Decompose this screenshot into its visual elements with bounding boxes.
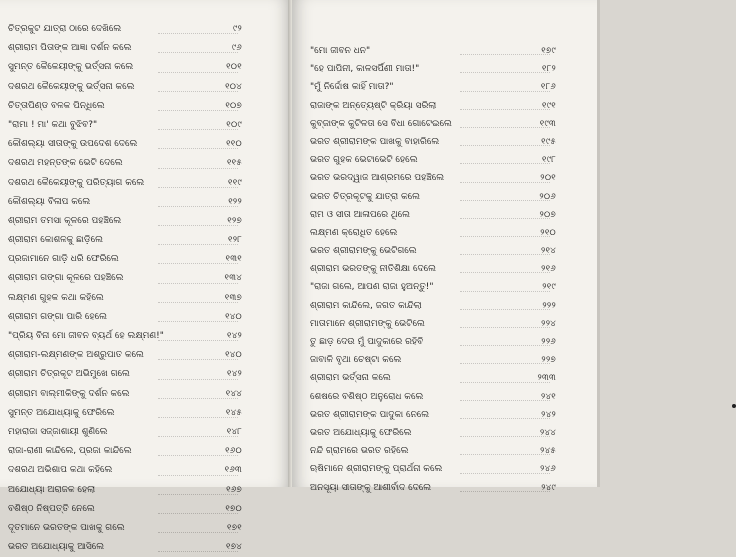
toc-entry: [310, 206, 580, 224]
toc-entry-title: ତୁ ଛାଡ଼ ଦେଉ ମୁଁ ପାଦୁକାରେ ରହିବି: [310, 337, 424, 347]
toc-entry-title: ଦଶରଥ କୈକେୟୀଙ୍କୁ ପରିତ୍ୟାଗ କଲେ: [8, 177, 145, 188]
toc-entry-page: ୧୧୦: [226, 139, 242, 150]
toc-entry: [310, 97, 580, 115]
toc-leader: [460, 127, 550, 128]
toc-leader: [460, 109, 550, 110]
toc-entry: [8, 174, 268, 193]
toc-entry-title: ଶ୍ରୀରାମ କୋଶଳକୁ ଛାଡ଼ିଲେ: [8, 235, 103, 246]
toc-entry: [8, 20, 268, 39]
toc-entry-page: ୨୪୧: [540, 391, 556, 402]
toc-entry: [310, 169, 580, 187]
toc-leader: [460, 54, 550, 55]
toc-entry: [8, 193, 268, 212]
toc-entry: [8, 97, 268, 116]
toc-entry-page: ୧୭୪: [226, 542, 242, 553]
toc-leader: [460, 436, 550, 437]
toc-entry: [8, 327, 268, 346]
toc-entry-title: ଶ୍ରୀରାମ ବାଲ୍ମୀକିଙ୍କୁ ଦର୍ଶନ କଲେ: [8, 388, 130, 399]
toc-entry-page: ୧୨୮: [228, 235, 242, 246]
toc-entry-title: ବଶିଷ୍ଠ ନିଷ୍ପତ୍ତି ନେଲେ: [8, 503, 95, 514]
toc-entry-title: ଭରତ ଭରଦ୍ୱାଜ ଆଶ୍ରମରେ ପହଞ୍ଚିଲେ: [310, 173, 445, 184]
toc-entry: [8, 231, 268, 250]
toc-entry-title: ଲକ୍ଷ୍ମଣ ଗୁହକ କଥା କହିଲେ: [8, 292, 104, 303]
toc-entry: [8, 538, 268, 557]
toc-entry: [310, 60, 580, 78]
toc-entry: [310, 406, 580, 424]
toc-entry-page: ୧୩୪: [224, 273, 242, 284]
toc-entry-page: ୧୪୫: [225, 407, 242, 418]
toc-entry-page: ୧୭୯: [541, 46, 556, 56]
toc-entry-page: ୨୪୨: [541, 409, 556, 420]
toc-entry: [310, 260, 580, 278]
toc-leader: [460, 163, 550, 164]
toc-leader: [460, 327, 550, 328]
toc-entry-page: ୧୪୮: [226, 426, 242, 437]
toc-entry: [310, 442, 580, 460]
toc-entry: [310, 42, 580, 60]
toc-entry-page: ୧୦୪: [225, 81, 242, 92]
toc-entry-page: ୧୧୯: [228, 177, 242, 188]
toc-entry-page: ୧୯୮: [542, 155, 556, 166]
toc-entry-title: ଶ୍ରୀରାମ କାନ୍ଦିଲେ, ଜଗତ କାନ୍ଦିଲା: [310, 300, 422, 311]
toc-entry-page: ୧୨୭: [227, 215, 242, 226]
toc-entry-title: "ରାମା ! ମା' କଥା ବୁଝିବ?": [8, 119, 98, 130]
right-toc-list: [310, 42, 580, 497]
toc-entry-title: ସୁମନ୍ତ ଅଯୋଧ୍ୟାକୁ ଫେରିଲେ: [8, 407, 115, 418]
toc-entry: [8, 461, 268, 480]
toc-leader: [460, 309, 550, 310]
toc-entry-title: ରାମ ଓ ସୀତା ଆଳାପରେ ଥିଲେ: [310, 209, 411, 220]
toc-entry-title: ଚିତ୍ତାପିଣ୍ଡ ବଳକ ପିନ୍ଧିଲେ: [8, 100, 105, 111]
toc-entry-page: ୧୦୭: [225, 100, 242, 111]
toc-entry: [310, 388, 580, 406]
toc-entry-page: ୨୨୪: [541, 318, 556, 329]
toc-entry-title: ରାଜା-ରାଣୀ କାନ୍ଦିଲେ, ପ୍ରଜା କାନ୍ଦିଲେ: [8, 446, 132, 457]
toc-entry: [8, 385, 268, 404]
toc-leader: [158, 33, 238, 34]
toc-entry-page: ୧୧୫: [226, 158, 242, 169]
toc-entry-page: ୧୪୦: [225, 350, 242, 361]
toc-entry-title: ଦୂତମାନେ ଭରତଙ୍କ ପାଖକୁ ଗଲେ: [8, 522, 125, 533]
toc-leader: [460, 382, 550, 383]
toc-entry-title: ଶେଷରେ ବଶିଷ୍ଠ ଅନୁରୋଧ କଲେ: [310, 391, 424, 402]
toc-leader: [460, 473, 550, 474]
toc-entry: [8, 135, 268, 154]
toc-entry-page: ୨୨୬: [541, 337, 556, 347]
toc-entry-page: ୧୨୨: [228, 196, 242, 207]
toc-leader: [158, 52, 238, 53]
toc-leader: [460, 345, 550, 346]
toc-entry: [310, 424, 580, 442]
toc-entry-title: ଭରତ ଶ୍ରୀରାମଙ୍କ ପାଦୁକା ନେଲେ: [310, 409, 430, 420]
toc-entry: [310, 151, 580, 169]
toc-entry-title: ଭରତ ଗୁହକ ଭେଟାଭେଟି ହେଲେ: [310, 155, 418, 166]
toc-leader: [460, 454, 550, 455]
toc-entry: [310, 297, 580, 315]
toc-entry: [8, 39, 268, 58]
toc-entry: [310, 333, 580, 351]
toc-entry: [310, 460, 580, 478]
toc-entry-title: ଶ୍ରୀରାମ ତମସା କୂଳରେ ପହଞ୍ଚିଲେ: [8, 215, 122, 226]
toc-entry-title: ଶ୍ରୀରାମ ପିତାଙ୍କ ଆଜ୍ଞା ଦର୍ଶନ କଲେ: [8, 43, 132, 54]
toc-leader: [158, 244, 238, 245]
toc-entry: [8, 423, 268, 442]
toc-entry-title: "ପ୍ରିୟ ବିନା ମୋ ଜୀବନ ବ୍ୟର୍ଥ ହେ ଲକ୍ଷ୍ମଣ!": [8, 331, 164, 341]
toc-leader: [460, 363, 550, 364]
toc-leader: [158, 532, 238, 533]
toc-entry: [8, 116, 268, 135]
toc-entry-page: ୯୬: [231, 43, 242, 54]
toc-entry-title: ରାଜାଙ୍କ ଅନ୍ତ୍ୟେଷ୍ଟି କ୍ରିୟା ସରିଲା: [310, 100, 437, 111]
toc-entry-title: ଶ୍ରୀରାମ ଚିତ୍ରକୂଟ ଅଭିମୁଖେ ଗଲେ: [8, 369, 130, 380]
toc-entry-page: ୨୧୪: [540, 246, 556, 257]
toc-leader: [460, 91, 550, 92]
toc-entry-page: ୧୪୨: [226, 331, 242, 341]
toc-entry: [8, 442, 268, 461]
toc-entry: [8, 154, 268, 173]
toc-entry-title: ପ୍ରଜାମାନେ ଗାଡ଼ି ଧରି ଫେରିଲେ: [8, 254, 119, 265]
right-page: [292, 0, 600, 493]
toc-entry-page: ୨୪୯: [541, 482, 556, 493]
toc-entry-page: ୧୪୨: [226, 369, 242, 380]
toc-entry-page: ୨୨୨: [542, 300, 556, 311]
toc-entry-page: ୨୧୯: [542, 282, 556, 293]
toc-entry-page: ୧୬୦: [225, 446, 242, 457]
toc-entry: [310, 479, 580, 497]
toc-leader: [460, 200, 550, 201]
toc-entry-title: କୁବ୍ଜାଙ୍କ କୁଟିଳତା ସେ ବିଧା ଗୋଟେଇଲେ: [310, 118, 452, 129]
toc-entry-title: ଦଶରଥ ଅଭିଶାପ କଥା କହିଲେ: [8, 465, 113, 476]
toc-entry-page: ୧୦୧: [226, 62, 242, 73]
toc-leader: [158, 225, 238, 226]
toc-entry-title: ଋଷିମାନେ ଶ୍ରୀରାମଙ୍କୁ ପ୍ରାର୍ଥନା କଲେ: [310, 464, 443, 475]
toc-entry: [8, 346, 268, 365]
toc-entry-page: ୧୯୫: [541, 136, 556, 147]
toc-leader: [460, 72, 550, 73]
toc-entry-title: ଦଶରଥ ମହନ୍ତଙ୍କ ଭେଟି ଦେଲେ: [8, 158, 123, 169]
toc-entry-title: "ରାଜା ଗଲେ, ଆପଣ ରାଜା ହୁଅନ୍ତୁ!": [310, 282, 434, 293]
toc-entry: [310, 115, 580, 133]
toc-leader: [158, 187, 238, 188]
toc-entry-page: ୧୯୧: [542, 100, 556, 111]
toc-entry-page: ୧୦୯: [226, 119, 242, 130]
toc-entry-page: ୨୦୭: [539, 209, 556, 220]
toc-entry-title: ନନ୍ଦି ଗ୍ରାମରେ ଭରତ ରହିଲେ: [310, 446, 409, 457]
toc-leader: [158, 206, 238, 207]
toc-entry-title: "ହେ ପାପିନୀ, କାଳସର୍ପିଣୀ ମାତା!": [310, 64, 420, 75]
toc-entry-page: ୨୦୧: [540, 173, 556, 184]
toc-entry-page: ୨୪୪: [539, 427, 556, 438]
toc-entry-title: କୌଶଲ୍ୟା ବିଳାପ କଲେ: [8, 196, 91, 207]
toc-entry-title: ଭରତ ଅଯୋଧ୍ୟାକୁ ଆସିଲେ: [8, 542, 105, 553]
toc-leader: [460, 254, 550, 255]
toc-entry-page: ୧୪୪: [225, 388, 242, 399]
toc-entry-page: ୨୨୭: [541, 355, 556, 366]
toc-leader: [460, 182, 550, 183]
toc-entry: [8, 481, 268, 500]
toc-entry-page: ୨୦୬: [539, 191, 556, 202]
toc-entry-title: ଶ୍ରୀରାମ ଭରତଙ୍କୁ ନୀତିଶିକ୍ଷା ଦେଲେ: [310, 264, 437, 275]
toc-entry: [8, 78, 268, 97]
toc-entry-page: ୨୧୦: [540, 227, 556, 238]
toc-entry-page: ୨୩୩: [537, 373, 556, 384]
toc-entry: [8, 212, 268, 231]
toc-entry: [310, 78, 580, 96]
toc-entry-page: ୨୪୫: [540, 446, 556, 457]
toc-entry-page: ୧୪୦: [225, 311, 242, 322]
toc-entry: [310, 369, 580, 387]
toc-entry: [8, 519, 268, 538]
toc-entry: [310, 351, 580, 369]
toc-entry: [310, 242, 580, 260]
toc-entry-title: "ମୁଁ ନିର୍ଦ୍ଦୋଷ କାହିଁ ମାତା?": [310, 82, 394, 93]
toc-entry-page: ୧୯୩: [539, 118, 556, 129]
toc-entry-title: ଶ୍ରୀରାମ ଗଙ୍ଗା କୂଳରେ ପହଞ୍ଚିଲେ: [8, 273, 124, 284]
toc-entry-title: ଭରତ ଶ୍ରୀରାମଙ୍କୁ ଭେଟିଗଲେ: [310, 246, 417, 257]
toc-leader: [460, 236, 550, 237]
toc-entry: [8, 289, 268, 308]
toc-entry-title: ଜାବାଳି ବୃଥା ଚେଷ୍ଟା କଲେ: [310, 355, 402, 366]
toc-leader: [460, 291, 550, 292]
toc-entry-title: ଅନସୂୟା ସୀତାଙ୍କୁ ଆଶୀର୍ବାଦ ଦେଲେ: [310, 482, 432, 493]
page-edge: [597, 0, 600, 487]
toc-entry: [8, 250, 268, 269]
toc-leader: [460, 272, 550, 273]
toc-entry-page: ୧୭୧: [227, 522, 242, 533]
toc-leader: [460, 218, 550, 219]
toc-entry: [8, 308, 268, 327]
toc-leader: [460, 491, 550, 492]
toc-leader: [460, 418, 550, 419]
toc-entry-title: ଦଶରଥ କୈକେୟୀଙ୍କୁ ଭର୍ତ୍ସନା କଲେ: [8, 81, 135, 92]
toc-entry-title: ଭରତ ଶ୍ରୀରାମଙ୍କ ପାଖକୁ ବାହାରିଲେ: [310, 136, 440, 147]
toc-entry-page: ୨୪୬: [540, 464, 556, 475]
toc-leader: [460, 400, 550, 401]
toc-entry-page: ୯୨: [232, 24, 242, 34]
toc-entry-title: ଶ୍ରୀରାମ-ଲକ୍ଷ୍ମଣଙ୍କ ଅଶ୍ରୁପାତ କଲେ: [8, 350, 144, 361]
ink-speck: [732, 404, 736, 408]
toc-entry: [8, 404, 268, 423]
toc-entry-page: ୧୭୦: [225, 503, 242, 514]
toc-entry: [8, 365, 268, 384]
toc-entry: [8, 58, 268, 77]
toc-entry-title: ମାତାମାନେ ଶ୍ରୀରାମଙ୍କୁ ଭେଟିଲେ: [310, 318, 425, 329]
toc-entry-title: "ମୋ ଜୀବନ ଧନ": [310, 46, 371, 56]
toc-entry: [8, 269, 268, 288]
toc-entry-title: କୌଶଲ୍ୟା ସୀତାଙ୍କୁ ଉପଦେଶ ଦେଲେ: [8, 139, 138, 150]
toc-entry-title: ମହାରାଜା ସଜ୍ଜାଶାୟୀ ଶୁଣିଲେ: [8, 426, 108, 437]
toc-entry: [310, 188, 580, 206]
toc-entry: [310, 224, 580, 242]
left-toc-list: [8, 20, 268, 557]
toc-entry-title: ଅଯୋଧ୍ୟା ଅରାଜକ ହେଲା: [8, 484, 96, 495]
toc-entry: [310, 278, 580, 296]
toc-entry-title: ଚିତ୍ରକୁଟ ଯାତ୍ରା ଠାରେ ଦେଖିଲେ: [8, 24, 122, 34]
toc-leader: [460, 145, 550, 146]
toc-entry-title: ଭରତ ଅଯୋଧ୍ୟାକୁ ଫେରିଲେ: [310, 427, 412, 438]
toc-entry: [310, 133, 580, 151]
toc-entry-title: ସୁମନ୍ତ କୈକେୟୀଙ୍କୁ ଭର୍ତ୍ସନା କଲେ: [8, 62, 134, 73]
toc-entry-page: ୧୩୭: [224, 292, 242, 303]
toc-entry-title: ଲକ୍ଷ୍ମଣ କ୍ରୋଧିତ ହେଲେ: [310, 227, 398, 238]
toc-entry-title: ଶ୍ରୀରାମ ଭର୍ତ୍ସନା କଲେ: [310, 373, 391, 384]
toc-entry-page: ୧୮୨: [542, 64, 556, 75]
toc-entry-title: ଶ୍ରୀରାମ ଗଙ୍ଗା ପାରି ହେଲେ: [8, 311, 107, 322]
toc-entry: [310, 315, 580, 333]
toc-entry-page: ୧୮୬: [540, 82, 556, 93]
toc-entry-page: ୧୬୩: [224, 465, 242, 476]
left-page: [0, 0, 292, 553]
toc-entry-page: ୧୩୧: [225, 254, 242, 265]
toc-entry: [8, 500, 268, 519]
toc-entry-page: ୧୬୭: [226, 484, 242, 495]
toc-entry-title: ଭରତ ଚିତ୍ରକୂଟକୁ ଯାତ୍ରା କଲେ: [310, 191, 420, 202]
toc-entry-page: ୨୧୬: [541, 264, 556, 275]
